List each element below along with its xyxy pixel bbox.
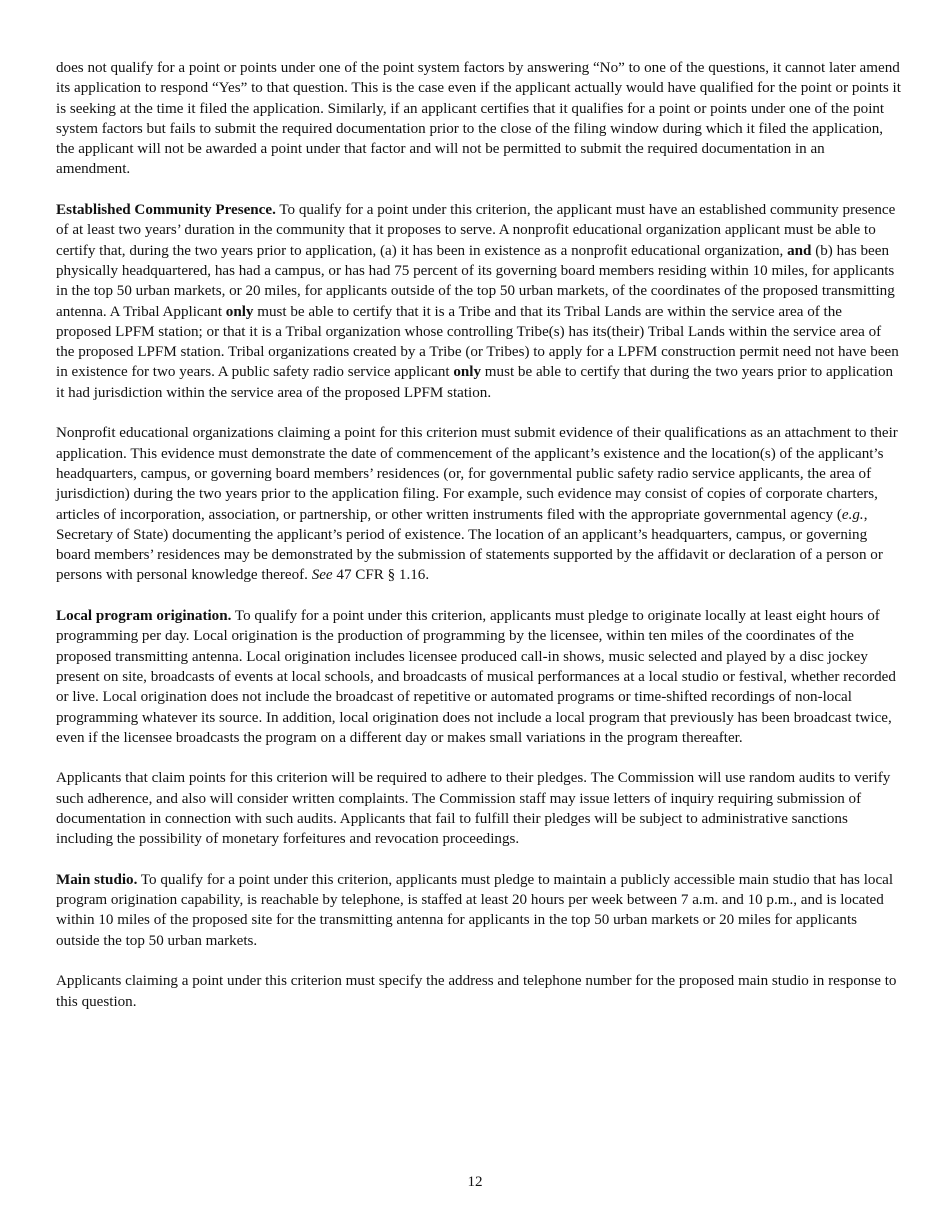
evidence-text-2: , Secretary of State) documenting the applicant’s period of existence. The location of an applicant’s headquarters, campus, or governing board members’ residences may be demonstrated by the submission of statements supported by the affidavit or declaration of a person or persons with personal knowledge thereof.: [56, 506, 883, 584]
evidence-text-3: 47 CFR § 1.16.: [332, 567, 430, 584]
evidence-text-1: Nonprofit educational organizations claiming a point for this criterion must submit evidence of their qualifications as an attachment to their application. This evidence must demonstrate the date of commencement of the applicant’s existence and the location(s) of the applicant’s headquarters, campus, or governing board members’ residences (or, for governmental public safety radio service applicants, the area of jurisdiction) during the two years prior to the application filing. For example, such evidence may consist of copies of corporate charters, articles of incorporation, association, or partnership, or other written instruments filed with the appropriate governmental agency (: [56, 425, 898, 523]
evidence-italic-see: See: [311, 567, 333, 584]
paragraph-pledges: Applicants that claim points for this criterion will be required to adhere to their pledges. The Commission will use random audits to verify such adherence, and also will consider written complaints. The Commission staff may issue letters of inquiry requiring submission of documentation in connection with such audits. Applicants that fail to fulfill their pledges will be subject to administrative sanctions including the possibility of monetary forfeitures and revocation proceedings.: [56, 770, 891, 848]
main-studio-heading: Main studio.: [56, 871, 138, 888]
community-bold-only-2: only: [453, 364, 482, 381]
community-presence-heading: Established Community Presence.: [56, 202, 276, 219]
community-bold-only-1: only: [225, 303, 254, 320]
evidence-italic-eg: e.g.: [841, 506, 864, 523]
page-number: 12: [467, 1174, 483, 1190]
community-text-4: must be able to certify that during the two years prior to application it had jurisdiction within the service area of the proposed LPFM station.: [56, 364, 894, 401]
local-origination-text: To qualify for a point under this criterion, applicants must pledge to originate locally at least eight hours of programming per day. Local origination is the production of programming by the licensee, within ten miles of the coordinates of the proposed transmitting antenna. Local origination includes licensee produced call-in shows, music selected and played by a disc jockey present on site, broadcasts of events at local schools, and broadcasts of musical performances at a local studio or festival, whether recorded or live. Local origination does not include the broadcast of repetitive or automated programs or time-shifted recordings of non-local programming whatever its source. In addition, local origination does not include a local program that previously has been broadcast twice, even if the licensee broadcasts the program on a different day or makes small variations in the program thereafter.: [56, 608, 896, 746]
community-bold-and: and: [787, 242, 812, 259]
main-studio-text: To qualify for a point under this criterion, applicants must pledge to maintain a publicly accessible main studio that has local program origination capability, is reachable by telephone, is staffed at least 20 hours per week between 7 a.m. and 10 p.m., and is located within 10 miles of the proposed site for the transmitting antenna for applicants in the top 50 urban markets or 20 miles for applicants outside the top 50 urban markets.: [56, 871, 894, 949]
paragraph-intro: does not qualify for a point or points under one of the point system factors by answering “No” to one of the questions, it cannot later amend its application to respond “Yes” to that question. This is the case even if the applicant actually would have qualified for the point or points it is seeking at the time it filed the application. Similarly, if an applicant certifies that it qualifies for a point or points under one of the point system factors but fails to submit the required documentation prior to the close of the filing window during which it filed the application, the applicant will not be awarded a point under that factor and will not be permitted to submit the required documentation in an amendment.: [56, 60, 901, 178]
community-text-2: (b) has been physically headquartered, has had a campus, or has had 75 percent of its governing board members residing within 10 miles, for applicants in the top 50 urban markets, or 20 miles, for applicants outside of the top 50 urban markets, of the coordinates of the proposed transmitting antenna. A Tribal Applicant: [56, 242, 895, 320]
community-text-3: must be able to certify that it is a Tribe and that its Tribal Lands are within the service area of the proposed LPFM station; or that it is a Tribal organization whose controlling Tribe(s) has its(their) Tribal Lands within the service area of the proposed LPFM station. Tribal organizations created by a Tribe (or Tribes) to apply for a LPFM construction permit need not have been in existence for two years. A public safety radio service applicant: [56, 303, 899, 381]
paragraph-community-presence: [56, 200, 901, 403]
paragraph-studio-claim: Applicants claiming a point under this criterion must specify the address and telephone number for the proposed main studio in response to this question.: [56, 973, 897, 1010]
document-page: [56, 58, 901, 1032]
paragraph-main-studio: [56, 870, 901, 951]
paragraph-local-origination: [56, 606, 901, 748]
local-origination-heading: Local program origination.: [56, 608, 232, 625]
paragraph-evidence: [56, 423, 901, 585]
community-text-1: To qualify for a point under this criterion, the applicant must have an established community presence of at least two years’ duration in the community that it proposes to serve. A nonprofit educational organization applicant must be able to certify that, during the two years prior to application, (a) it has been in existence as a nonprofit educational organization,: [56, 202, 896, 259]
